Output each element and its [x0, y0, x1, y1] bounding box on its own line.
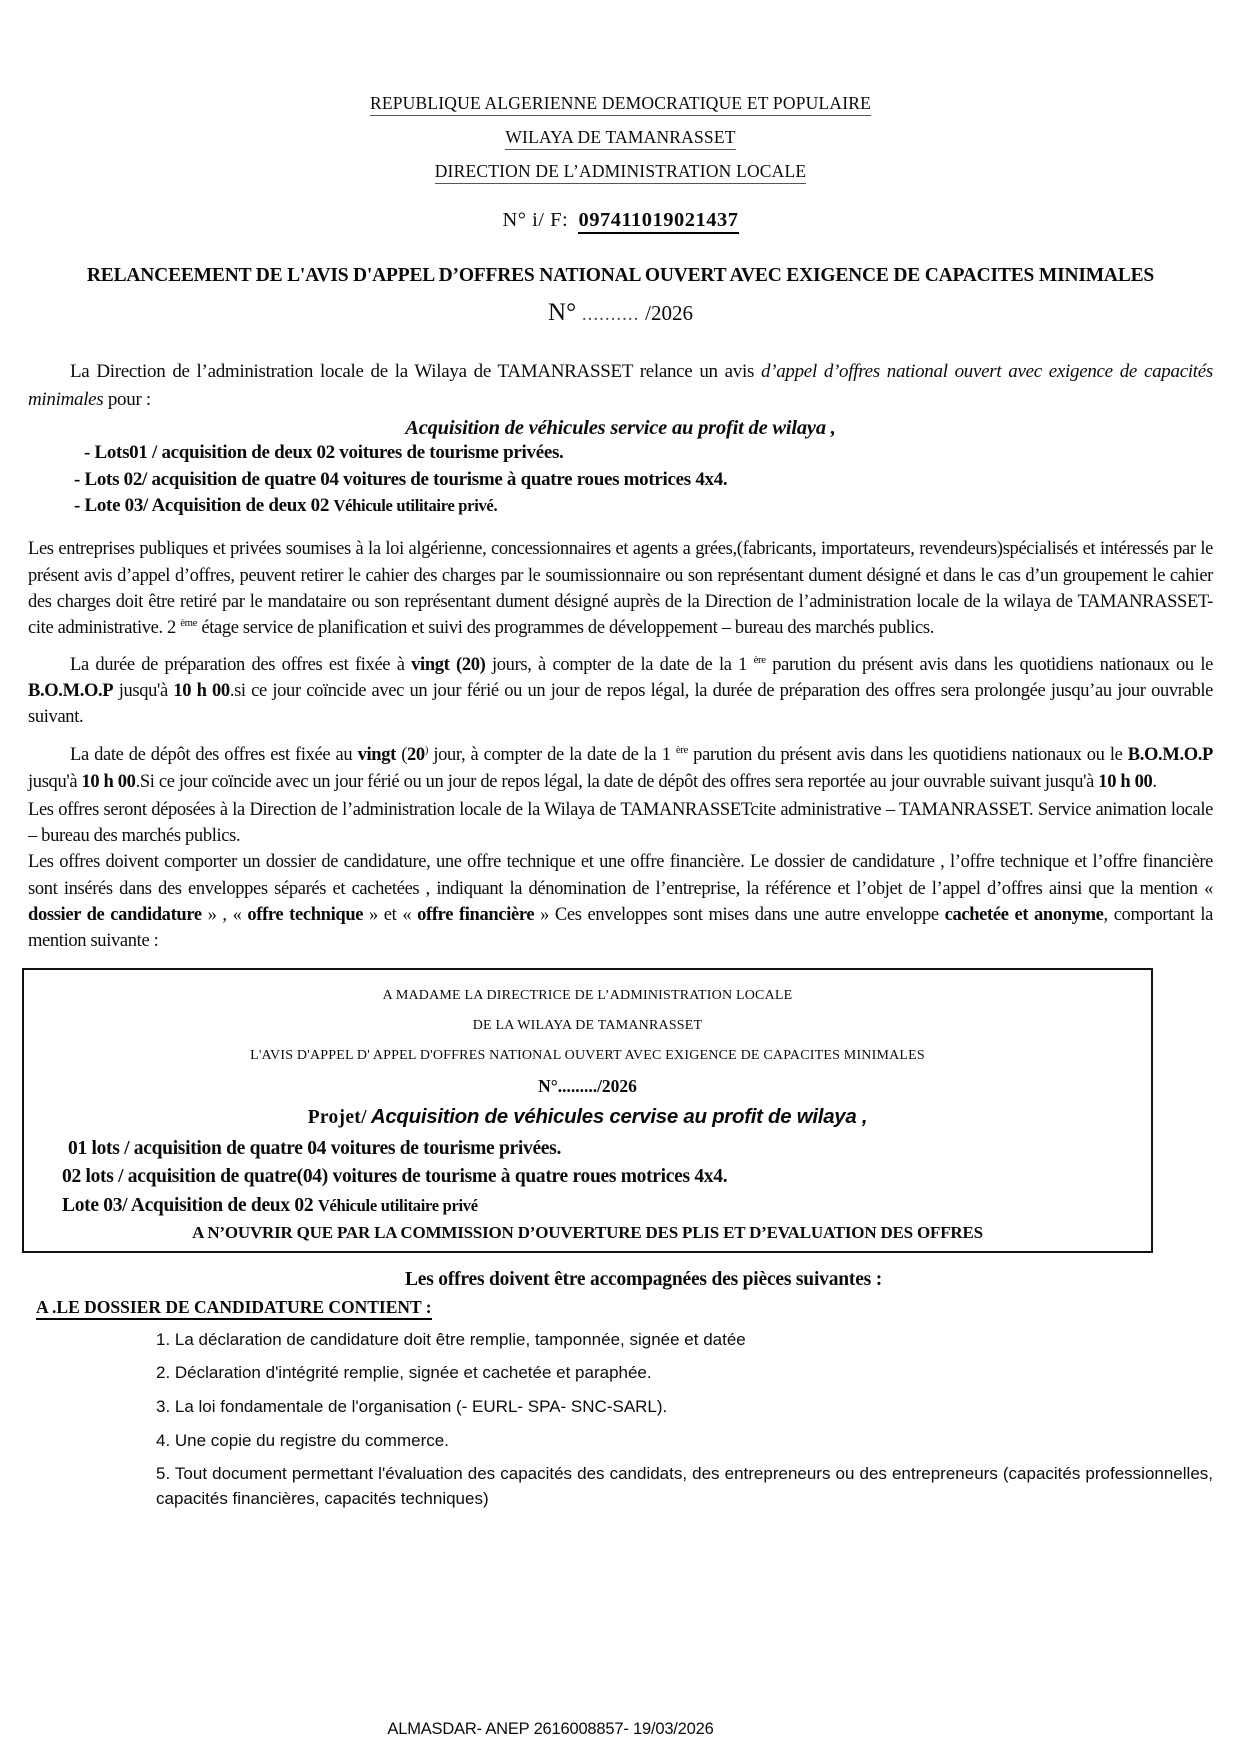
lot-line-1: - Lots01 / acquisition de deux 02 voitures de tourisme privées.	[84, 441, 564, 463]
depot-seg-5: jusqu'à	[28, 771, 82, 792]
env-seg-1: Les offres doivent comporter un dossier de candidature, une offre technique et une offre financière. Le dossier de candidature , l’offre technique et l’offre financière sont insérés dans des enveloppes séparés et cachetées , indiquant la dénomination de l’entreprise, la référence et l’objet de l’appel d’offres ainsi que la mention «	[28, 852, 1213, 899]
lot-line-2: - Lots 02/ acquisition de quatre 04 voitures de tourisme à quatre roues motrices 4x4.	[74, 468, 728, 490]
reference-line	[28, 209, 1213, 232]
depot-bold-2: 20	[407, 745, 425, 766]
entreprises-superscript: ème	[180, 617, 198, 630]
section-a-heading-text: A .LE DOSSIER DE CANDIDATURE CONTIENT :	[36, 1297, 432, 1320]
depot-seg-2: (	[395, 745, 408, 766]
lot-line-3	[28, 493, 1213, 520]
duree-seg-4: jusqu'à	[113, 680, 174, 701]
list-item: 2. Déclaration d'intégrité remplie, signée et cachetée et paraphée.	[156, 1363, 652, 1383]
box-lot-line-2: 02 lots / acquisition de quatre(04) voitures de tourisme à quatre roues motrices 4x4.	[62, 1166, 728, 1188]
box-warning-line: A N’OUVRIR QUE PAR LA COMMISSION D’OUVERTURE DES PLIS ET D’EVALUATION DES OFFRES	[192, 1222, 983, 1242]
intro-paragraph	[28, 358, 1213, 415]
header-line-republic	[28, 92, 1213, 115]
section-a-heading	[28, 1297, 1213, 1318]
depot-seg-7: .	[1152, 771, 1157, 792]
box-lot-line-3-main: Lote 03/ Acquisition de deux 02	[62, 1194, 318, 1216]
duree-seg-2: jours, à compter de la date de la 1	[485, 654, 754, 675]
reference-label: N° i/ F:	[502, 209, 569, 232]
envelope-mention-box	[22, 968, 1153, 1252]
box-number-line: N°........./2026	[538, 1076, 637, 1096]
env-seg-5: , comportant la mention suivante :	[28, 904, 1213, 952]
paragraph-enveloppes	[28, 849, 1213, 954]
header-line-wilaya-text: WILAYA DE TAMANRASSET	[505, 127, 735, 150]
header-line-wilaya	[28, 126, 1213, 149]
box-addressee-line-1: A MADAME LA DIRECTRICE DE L’ADMINISTRATION LOCALE	[382, 988, 793, 1004]
anep-footer-note: ALMASDAR- ANEP 2616008857- 19/03/2026	[387, 1720, 714, 1738]
paragraph-duree	[28, 652, 1213, 731]
paragraph-depot	[28, 742, 1213, 795]
duree-superscript: ère	[753, 653, 766, 666]
box-lot-line-3-small: Véhicule utilitaire privé	[317, 1195, 478, 1215]
list-item: 3. La loi fondamentale de l'organisation (- EURL- SPA- SNC-SARL).	[156, 1397, 668, 1417]
depot-superscript-1: )	[424, 744, 429, 757]
depot-seg-3: jour, à compter de la date de la 1	[428, 745, 676, 766]
box-addressee-line-2: DE LA WILAYA DE TAMANRASSET	[472, 1017, 703, 1033]
intro-segment-1: La Direction de l’administration locale de la Wilaya de TAMANRASSET relance un avis	[70, 360, 761, 382]
reference-number: 097411019021437	[578, 209, 738, 234]
depot-seg-1: La date de dépôt des offres est fixée au	[70, 745, 358, 766]
notice-number-line	[28, 298, 1213, 328]
header-line-direction	[28, 160, 1213, 183]
duree-bold-2: B.O.M.O.P	[28, 680, 114, 701]
duree-seg-5: .si ce jour coïncide avec un jour férié ou un jour de repos légal, la durée de préparation des offres sera prolongée jusqu’au jour ouvrable suivant.	[28, 680, 1214, 728]
env-bold-1: dossier de candidature	[28, 904, 202, 925]
box-lot-line-3	[34, 1192, 1141, 1220]
depot-bold-1: vingt	[357, 745, 396, 766]
box-notice-line: L'AVIS D'APPEL D' APPEL D'OFFRES NATIONAL OUVERT AVEC EXIGENCE DE CAPACITES MINIMALES	[250, 1047, 925, 1063]
candidature-pieces-list	[156, 1328, 1213, 1521]
notice-title: RELANCEEMENT DE L'AVIS D'APPEL D’OFFRES NATIONAL OUVERT AVEC EXIGENCE DE CAPACITES MINIMALES	[86, 265, 1155, 287]
entreprises-segment-1: Les entreprises publiques et privées soumises à la loi algérienne, concessionnaires et agents a grées,(fabricants, importateurs, revendeurs)spécialisés et intéressés par le présent avis d’appel d’offres, peuvent retirer le cahier des charges par le soumissionnaire ou son représentant dument désigné et dans le cas d’un groupement le cahier des charges doit être retiré par le mandataire ou son représentant dument désigné auprès de la Direction de l’administration locale de la wilaya de TAMANRASSET- cite administrative. 2	[28, 539, 1213, 639]
env-seg-3: » et «	[363, 904, 418, 925]
notice-number-dots: ..........	[576, 303, 646, 325]
env-bold-3: offre financière	[417, 904, 535, 925]
box-project-label: Projet/	[307, 1107, 367, 1128]
duree-seg-3: parution du présent avis dans les quotidiens nationaux ou le	[765, 654, 1214, 675]
depot-bold-4: 10 h 00	[81, 771, 136, 792]
header-line-direction-text: DIRECTION DE L’ADMINISTRATION LOCALE	[435, 161, 807, 184]
duree-seg-1: La durée de préparation des offres est fixée à	[70, 654, 412, 675]
notice-number-n: N°	[548, 298, 577, 326]
pieces-heading: Les offres doivent être accompagnées des pièces suivantes :	[404, 1268, 883, 1290]
env-bold-2: offre technique	[247, 904, 364, 925]
paragraph-depose: Les offres seront déposées à la Direction de l’administration locale de la Wilaya de TAMANRASSETcite administrative – TAMANRASSET. Service animation locale – bureau des marchés publics.	[28, 799, 1213, 847]
depot-seg-6: .Si ce jour coïncide avec un jour férié ou un jour de repos légal, la date de dépôt des offres sera reportée au jour ouvrable suivant jusqu'à	[135, 771, 1099, 792]
box-project-value: Acquisition de véhicules cervise au profit de wilaya ,	[370, 1105, 868, 1128]
depot-seg-4: parution du présent avis dans les quotidiens nationaux ou le	[687, 745, 1128, 766]
depot-bold-3: B.O.M.O.P	[1127, 745, 1213, 766]
project-object-line: Acquisition de véhicules service au profit de wilaya ,	[405, 416, 836, 439]
duree-bold-1: vingt (20)	[411, 654, 486, 675]
list-item: 5. Tout document permettant l'évaluation des capacités des candidats, des entrepreneurs ou des entrepreneurs (capacités professionnelles, capacités financières, capacités techniques)	[156, 1464, 1213, 1508]
list-item: 4. Une copie du registre du commerce.	[156, 1430, 449, 1450]
notice-number-year: /2026	[645, 300, 693, 325]
env-bold-4: cachetée et anonyme	[944, 904, 1104, 925]
duree-bold-3: 10 h 00	[173, 680, 230, 701]
box-lot-line-1: 01 lots / acquisition de quatre 04 voitures de tourisme privées.	[68, 1138, 562, 1159]
intro-segment-2: pour :	[103, 389, 151, 411]
box-project-line	[34, 1105, 1141, 1129]
env-seg-4: » Ces enveloppes sont mises dans une autre enveloppe	[534, 904, 945, 925]
depot-superscript-2: ère	[675, 744, 688, 757]
lot-line-3-main: - Lote 03/ Acquisition de deux 02	[74, 495, 334, 517]
lot-line-3-small: Véhicule utilitaire privé.	[333, 496, 498, 516]
depot-bold-5: 10 h 00	[1098, 771, 1153, 792]
intro-segment-italic: d’appel d’offres national ouvert avec exigence de capacités minimales	[28, 360, 1214, 411]
env-seg-2: » , «	[201, 904, 248, 925]
entreprises-segment-2: étage service de planification et suivi des programmes de développement – bureau des marchés publics.	[197, 618, 934, 639]
header-line-republic-text: REPUBLIQUE ALGERIENNE DEMOCRATIQUE ET POPULAIRE	[370, 93, 871, 116]
paragraph-entreprises	[28, 536, 1213, 641]
list-item: 1. La déclaration de candidature doit être remplie, tamponnée, signée et datée	[156, 1329, 746, 1349]
